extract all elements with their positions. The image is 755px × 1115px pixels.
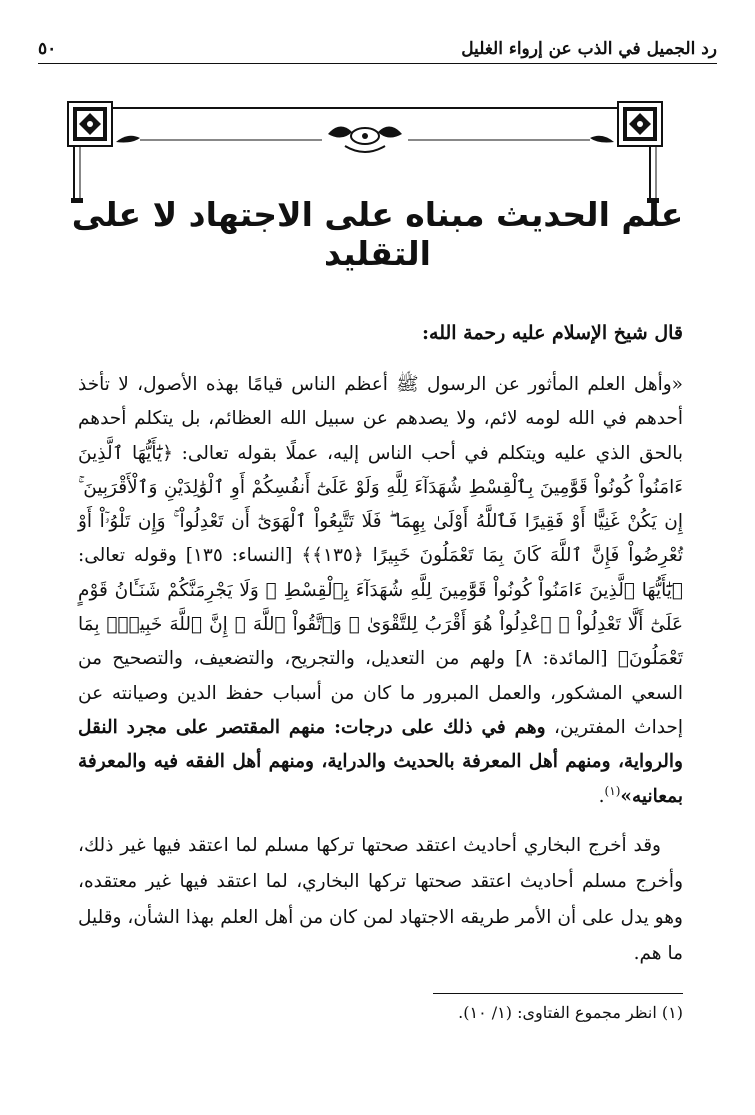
attribution-line: قال شيخ الإسلام عليه رحمة الله: [422, 322, 683, 344]
quoted-passage [78, 368, 683, 814]
quote-bold-conclusion: وهم في ذلك على درجات: منهم المقتصر على مجرد النقل والرواية، ومنهم أهل المعرفة بالحديث والدراية، ومنهم أهل الفقه فيه والمعرفة بمعانيه» [78, 716, 683, 807]
quote-end: . [598, 785, 605, 807]
footnote-separator [433, 993, 683, 994]
chapter-ornament-frame [60, 98, 670, 210]
center-ornament [328, 126, 402, 152]
verse-reference-nisa: [النساء: ١٣٥] وقوله تعالى: [78, 545, 302, 567]
left-corner-ornament [68, 102, 140, 203]
running-header [38, 32, 717, 64]
verse-reference-maida: [المائدة: ٨] ولهم من التعديل، والتجريح، والتضعيف، والتصحيح من السعي المشكور، والعمل المبرور ما كان من أسباب حفظ الدين وصيانته عن إحداث المفترين، [78, 648, 683, 738]
right-corner-ornament [590, 102, 662, 203]
footnote-marker[interactable]: (١) [604, 783, 621, 798]
quran-verse-nisa: ﴿يَٰٓأَيُّهَا ٱلَّذِينَ ءَامَنُواْ كُونُواْ قَوَّٰمِينَ بِٱلْقِسْطِ شُهَدَآءَ لِلَّهِ وَلَوْ عَلَىٰٓ أَنفُسِكُمْ أَوِ ٱلْوَٰلِدَيْنِ وَٱلْأَقْرَبِينَ ۚ إِن يَكُنْ غَنِيًّا أَوْ فَقِيرًا فَٱللَّهُ أَوْلَىٰ بِهِمَا ۖ فَلَا تَتَّبِعُواْ ٱلْهَوَىٰٓ أَن تَعْدِلُواْ ۚ وَإِن تَلْوُۥٓاْ أَوْ تُعْرِضُواْ فَإِنَّ ٱللَّهَ كَانَ بِمَا تَعْمَلُونَ خَبِيرًا ﴿١٣٥﴾﴾ [78, 442, 683, 567]
quran-verse-maida: ﴿يَٰٓأَيُّهَا ٱلَّذِينَ ءَامَنُواْ كُونُواْ قَوَّٰمِينَ لِلَّهِ شُهَدَآءَ بِٱلْقِسْطِ ۖ وَلَا يَجْرِمَنَّكُمْ شَنَـَٔانُ قَوْمٍ عَلَىٰٓ أَلَّا تَعْدِلُواْ ۚ ٱعْدِلُواْ هُوَ أَقْرَبُ لِلتَّقْوَىٰ ۖ وَٱتَّقُواْ ٱللَّهَ ۚ إِنَّ ٱللَّهَ خَبِيرٌۢ بِمَا تَعْمَلُونَ﴾ [78, 579, 683, 670]
paragraph-bukhari-muslim: وقد أخرج البخاري أحاديث اعتقد صحتها تركها مسلم لما اعتقد فيها غير ذلك، وأخرج مسلم أحاديث اعتقد صحتها تركها البخاري، لما اعتقد فيها غير معتقده، وهو يدل على أن الأمر طريقه الاجتهاد لمن كان من أهل العلم بهذا الشأن، وقليل ما هم. [78, 835, 683, 964]
chapter-title: علم الحديث مبناه على الاجتهاد لا على التقليد [71, 195, 684, 273]
page-number: ٥٠ [38, 39, 57, 59]
running-title: رد الجميل في الذب عن إرواء الغليل [461, 39, 717, 59]
quote-intro: «وأهل العلم المأثور عن الرسول ﷺ أعظم الناس قيامًا بهذه الأصول، لا تأخذ أحدهم في الله لومه لائم، ولا يصدهم عن سبيل الله العظائم، بل يتكلم أحدهم بالحق الذي عليه ويتكلم في أحب الناس إليه، عملًا بقوله تعالى: [78, 374, 683, 464]
footnote-text: (١) انظر مجموع الفتاوى: (١/ ١٠). [458, 1003, 683, 1022]
